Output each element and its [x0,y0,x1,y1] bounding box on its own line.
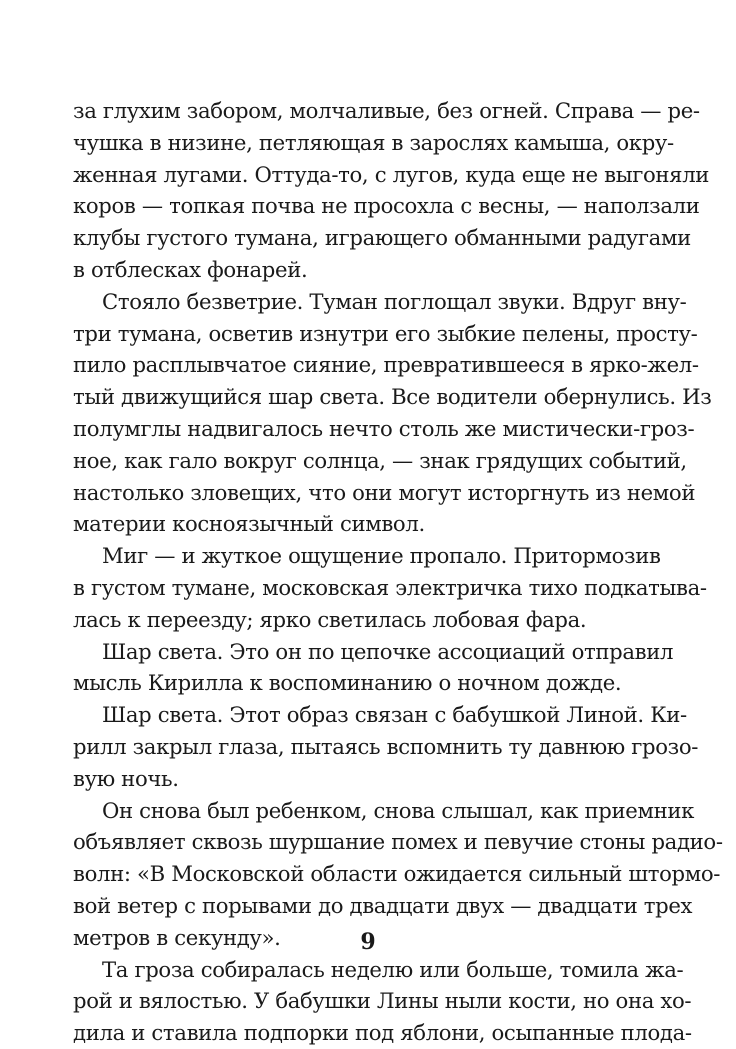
text-line: Миг — и жуткое ощущение пропало. Притормозив [102,543,661,569]
text-line: женная лугами. Оттуда-то, с лугов, куда еще не выгоняли [73,161,710,187]
text-line: метров в секунду». [73,924,281,950]
paragraph [73,540,707,635]
text-line: в густом тумане, московская электричка тихо подкатыва- [73,574,707,600]
text-line: объявляет сквозь шуршание помех и певучие стоны радио- [73,829,723,855]
paragraph [73,286,712,540]
text-line: Шар света. Этот образ связан с бабушкой Линой. Ки- [102,702,687,728]
text-line: ное, как гало вокруг солнца, — знак грядущих событий, [73,447,687,473]
text-line: рой и вялостью. У бабушки Лины ныли кости, но она хо- [73,988,692,1014]
body-text [73,95,723,1049]
paragraph [73,954,692,1049]
text-line: мысль Кирилла к воспоминанию о ночном дожде. [73,670,622,696]
text-line: за глухим забором, молчаливые, без огней. Справа — ре- [73,98,700,123]
page-number: 9 [360,929,376,955]
text-line: вой ветер с порывами до двадцати двух — двадцати трех [73,892,693,918]
text-line: рилл закрыл глаза, пытаясь вспомнить ту давнюю грозо- [73,733,699,759]
text-line: полумглы надвигалось нечто столь же мистически-гроз- [73,415,695,441]
paragraph [73,95,710,286]
text-line: Стояло безветрие. Туман поглощал звуки. Вдруг вну- [102,288,687,314]
paragraph [73,636,674,700]
text-line: коров — топкая почва не просохла с весны, — наползали [73,193,700,219]
text-line: настолько зловещих, что они могут исторгнуть из немой [73,479,696,505]
text-line: три тумана, осветив изнутри его зыбкие пелены, просту- [73,320,698,346]
text-line: дила и ставила подпорки под яблони, осыпанные плода- [73,1020,692,1046]
text-line: чушка в низине, петляющая в зарослях камыша, окру- [73,129,674,155]
paragraph [73,699,699,794]
text-line: пило расплывчатое сияние, превратившееся в ярко-жел- [73,352,699,378]
text-line: вую ночь. [73,765,179,791]
text-line: в отблесках фонарей. [73,256,308,282]
text-line: материи косноязычный символ. [73,511,425,537]
text-line: Шар света. Это он по цепочке ассоциаций отправил [102,638,674,664]
text-line: тый движущийся шар света. Все водители обернулись. Из [73,384,712,410]
text-line: Он снова был ребенком, снова слышал, как приемник [102,797,695,823]
text-line: лась к переезду; ярко светилась лобовая фара. [73,606,587,632]
text-line: клубы густого тумана, играющего обманными радугами [73,225,691,251]
text-line: волн: «В Московской области ожидается сильный штормо- [73,861,721,887]
text-line: Та гроза собиралась неделю или больше, томила жа- [102,956,684,982]
